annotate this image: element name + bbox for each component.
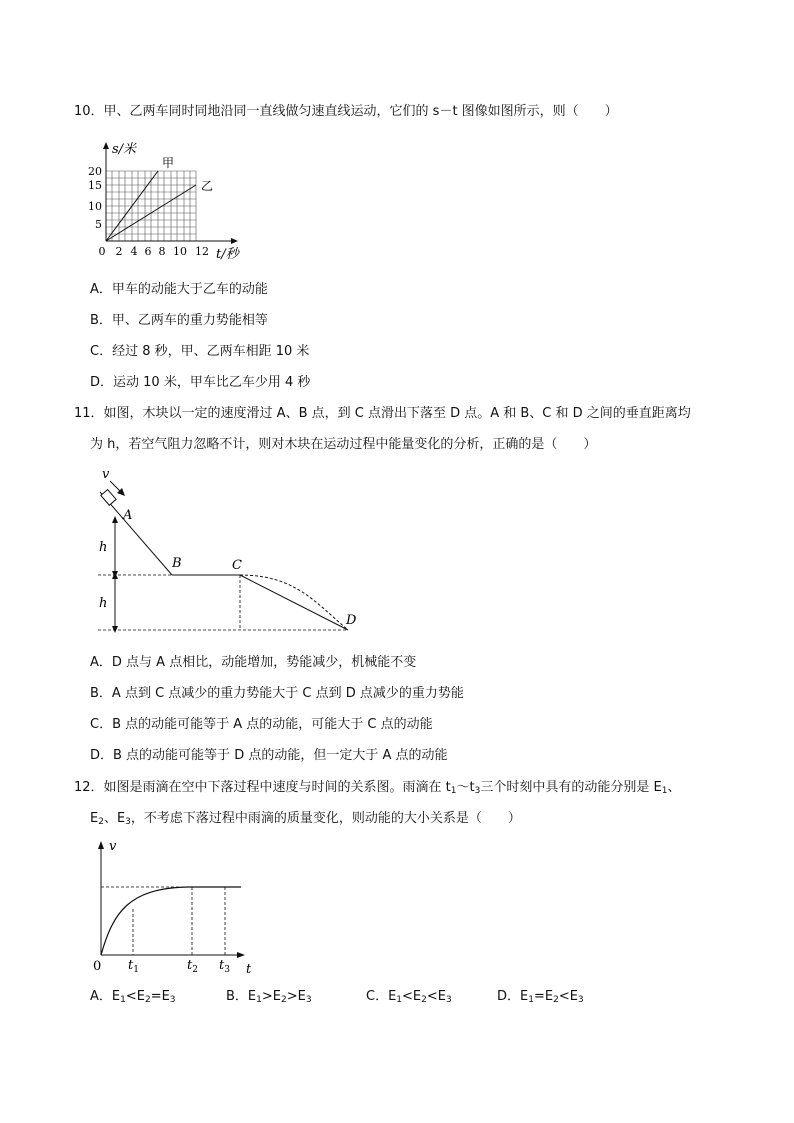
q10-ytick-10: 10: [88, 200, 102, 213]
q12-opt-c-s2: 2: [421, 995, 427, 1005]
q12-opt-a-m2: =E: [150, 989, 170, 1004]
q12-opt-d-s1: 1: [528, 995, 534, 1005]
q12-stem-line1: [74, 779, 680, 797]
q12-opt-a-p: A．E: [90, 989, 121, 1004]
q10-option-c[interactable]: C．经过 8 秒，甲、乙两车相距 10 米: [90, 344, 310, 359]
q11-stem-line1: 11．如图，木块以一定的速度滑过 A、B 点，到 C 点滑出下落至 D 点。A 和 B、C 和 D 之间的垂直距离均: [74, 406, 691, 421]
q12-stem1-b: ～t: [456, 780, 475, 795]
q12-stem2-c: ，不考虑下落过程中雨滴的质量变化，则动能的大小关系是（ ）: [130, 811, 521, 826]
q11-option-c[interactable]: C．B 点的动能可能等于 A 点的动能，可能大于 C 点的动能: [90, 717, 433, 732]
q12-sub-t1: 1: [450, 786, 457, 796]
q12-opt-c-m1: <E: [402, 989, 422, 1004]
q12-opt-c-m2: <E: [426, 989, 446, 1004]
q12-stem1-d: 、: [667, 780, 681, 795]
q10-ylabel: s/米: [112, 142, 137, 157]
q11-label-c: C: [232, 558, 242, 573]
q12-stem2-a: E: [90, 811, 99, 826]
q12-opt-a-m1: <E: [125, 989, 145, 1004]
q11-label-v: v: [102, 467, 110, 482]
q10-option-b[interactable]: B．甲、乙两车的重力势能相等: [90, 313, 268, 328]
q11-stem-line2: 为 h，若空气阻力忽略不计，则对木块在运动过程中能量变化的分析，正确的是（ ）: [90, 437, 597, 452]
q12-sub-e2: 2: [98, 817, 104, 827]
q12-opt-c-s3: 3: [445, 995, 452, 1005]
q12-option-c[interactable]: [366, 988, 452, 1006]
q10-stem: 10．甲、乙两车同时同地沿同一直线做匀速直线运动，它们的 s－t 图像如图所示，则（ ）: [74, 104, 618, 119]
q10-xtick-10: 10: [173, 245, 187, 258]
q12-label-t: t: [246, 962, 252, 977]
q12-option-b[interactable]: [226, 988, 312, 1006]
q11-option-a[interactable]: A．D 点与 A 点相比，动能增加，势能减少，机械能不变: [90, 655, 417, 670]
q12-opt-a-s3: 3: [169, 995, 176, 1005]
q11-block: [101, 490, 116, 506]
q12-opt-c-s1: 1: [396, 995, 403, 1005]
q12-stem-line2: [90, 810, 521, 828]
q12-stem2-b: 、E: [103, 811, 126, 826]
q12-opt-b-s1: 1: [256, 995, 262, 1005]
q11-figure: [90, 462, 380, 642]
q12-opt-b-s2: 2: [280, 995, 287, 1005]
q10-option-a[interactable]: A．甲车的动能大于乙车的动能: [90, 282, 268, 297]
q12-label-t1: $t_1$: [128, 958, 139, 975]
q11-label-d: D: [346, 613, 357, 628]
q10-st-graph: [90, 138, 250, 263]
q11-option-d[interactable]: D．B 点的动能可能等于 D 点的动能，但一定大于 A 点的动能: [90, 748, 448, 763]
q10-label-yi: 乙: [201, 179, 214, 193]
q10-grid: [106, 171, 196, 241]
q11-option-b[interactable]: B．A 点到 C 点减少的重力势能大于 C 点到 D 点减少的重力势能: [90, 686, 464, 701]
q11-label-a: A: [123, 508, 133, 523]
q12-velocity-curve: [101, 887, 241, 955]
q12-vt-graph: [88, 838, 268, 978]
q12-opt-b-m2: >E: [286, 989, 306, 1004]
q12-label-v: v: [109, 839, 117, 854]
q12-label-t2: $t_2$: [187, 958, 198, 975]
q12-opt-d-p: D．E: [497, 989, 529, 1004]
q12-opt-d-m2: <E: [558, 989, 578, 1004]
q12-sub-e1: 1: [661, 786, 668, 796]
q12-stem1-a: 12．如图是雨滴在空中下落过程中速度与时间的关系图。雨滴在 t: [74, 780, 451, 795]
q12-opt-b-m1: >E: [261, 989, 281, 1004]
q12-option-a[interactable]: [90, 988, 176, 1006]
q12-stem1-c: 三个时刻中具有的动能分别是 E: [480, 780, 662, 795]
q10-option-d[interactable]: D．运动 10 米，甲车比乙车少用 4 秒: [90, 375, 311, 390]
q10-ytick-20: 20: [88, 165, 102, 178]
q10-xtick-2: 2: [115, 245, 123, 258]
q12-opt-a-s2: 2: [144, 995, 151, 1005]
q10-ytick-5: 5: [95, 218, 102, 231]
q12-opt-a-s1: 1: [120, 995, 126, 1005]
q11-slope-cd: [240, 575, 348, 630]
q10-xtick-4: 4: [130, 245, 138, 258]
q12-opt-d-s3: 3: [577, 995, 584, 1005]
q12-origin: 0: [93, 959, 102, 974]
q10-origin: 0: [98, 245, 106, 258]
q10-xlabel: t/秒: [216, 247, 239, 262]
q10-xtick-12: 12: [195, 245, 209, 258]
q11-label-h2: h: [99, 596, 108, 611]
q12-label-t3: $t_3$: [219, 958, 230, 975]
q12-opt-b-p: B．E: [226, 989, 257, 1004]
q12-sub-t3: 3: [474, 786, 481, 796]
q12-opt-c-p: C．E: [366, 989, 397, 1004]
q12-opt-b-s3: 3: [305, 995, 312, 1005]
q12-opt-d-s2: 2: [553, 995, 559, 1005]
q12-opt-d-m1: =E: [533, 989, 554, 1004]
q11-label-b: B: [172, 556, 182, 571]
q10-ytick-15: 15: [88, 179, 102, 192]
q10-label-jia: 甲: [162, 156, 175, 170]
q11-label-h1: h: [99, 540, 108, 555]
q10-xtick-6: 6: [144, 245, 152, 258]
q12-option-d[interactable]: [497, 988, 584, 1006]
q12-sub-e3: 3: [125, 817, 131, 827]
q10-xtick-8: 8: [158, 245, 166, 258]
